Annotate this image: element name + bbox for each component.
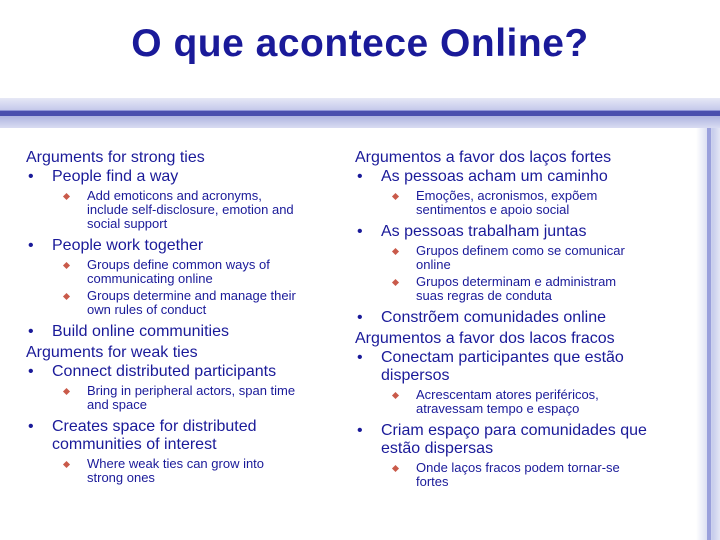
- sub-bullet-text: Bring in peripheral actors, span time: [87, 383, 296, 398]
- header-bar-line: [0, 111, 720, 116]
- bullet-dot: •: [357, 309, 363, 326]
- bullet-text: As pessoas trabalham juntas: [381, 223, 587, 240]
- sub-bullet-text: Onde laços fracos podem tornar-se: [416, 460, 620, 475]
- bullet-text: People work together: [52, 237, 204, 254]
- diamond-bullet-icon: [392, 392, 399, 399]
- bullet-text: As pessoas acham um caminho: [381, 168, 608, 185]
- section-heading-strong-ties: Argumentos a favor dos laços fortes: [355, 149, 612, 166]
- bullet-text: estão dispersas: [381, 440, 494, 457]
- sub-bullet-text: Grupos determinam e administram: [416, 274, 617, 289]
- sub-bullet-text: Grupos definem como se comunicar: [416, 243, 625, 258]
- sub-bullet-text: Groups determine and manage their: [87, 288, 296, 303]
- header-decoration-bar: [0, 98, 720, 128]
- sub-bullet-text: sentimentos e apoio social: [416, 202, 570, 217]
- sub-bullet-item: [355, 461, 690, 489]
- bullet-dot: •: [357, 349, 363, 366]
- bullet-text: Conectam participantes que estão: [381, 349, 624, 366]
- sub-bullet-item: [26, 457, 346, 485]
- bullet-text: Criam espaço para comunidades que: [381, 422, 647, 439]
- slide-title: O que acontece Online?: [131, 22, 589, 65]
- sub-bullet-text: suas regras de conduta: [416, 288, 552, 303]
- sub-bullet-text: strong ones: [87, 470, 155, 485]
- bullet-dot: •: [357, 422, 363, 439]
- diamond-bullet-icon: [63, 461, 70, 468]
- bullet-item: [26, 363, 346, 381]
- section-heading-strong-ties: Arguments for strong ties: [26, 149, 205, 166]
- sub-bullet-text: and space: [87, 397, 147, 412]
- section-heading-weak-ties: Argumentos a favor dos lacos fracos: [355, 330, 615, 347]
- bullet-dot: •: [28, 168, 34, 185]
- sub-bullet-item: [26, 189, 346, 231]
- bullet-item: [355, 422, 690, 458]
- section-heading-weak-ties: Arguments for weak ties: [26, 344, 198, 361]
- diamond-bullet-icon: [63, 262, 70, 269]
- diamond-bullet-icon: [63, 193, 70, 200]
- sub-bullet-text: online: [416, 257, 451, 272]
- sub-bullet-text: social support: [87, 216, 168, 231]
- sub-bullet-item: [26, 384, 346, 412]
- bullet-dot: •: [357, 223, 363, 240]
- bullet-dot: •: [28, 323, 34, 340]
- sub-bullet-text: Acrescentam atores periféricos,: [416, 387, 599, 402]
- bullet-item: [26, 323, 346, 341]
- bullet-item: [355, 223, 690, 241]
- sub-bullet-item: [355, 189, 690, 217]
- diamond-bullet-icon: [63, 293, 70, 300]
- bullet-item: [26, 168, 346, 186]
- sub-bullet-text: Emoções, acronismos, expõem: [416, 188, 598, 203]
- bullet-dot: •: [357, 168, 363, 185]
- sub-bullet-text: Add emoticons and acronyms,: [87, 188, 262, 203]
- bullet-dot: •: [28, 418, 34, 435]
- sub-bullet-text: communicating online: [87, 271, 213, 286]
- bullet-text: dispersos: [381, 367, 450, 384]
- sub-bullet-item: [355, 244, 690, 272]
- diamond-bullet-icon: [392, 279, 399, 286]
- sub-bullet-text: fortes: [416, 474, 449, 489]
- bullet-item: [26, 418, 346, 454]
- right-column-portuguese: [355, 148, 690, 495]
- bullet-text: People find a way: [52, 168, 179, 185]
- diamond-bullet-icon: [392, 465, 399, 472]
- bullet-text: Build online communities: [52, 323, 229, 340]
- diamond-bullet-icon: [63, 388, 70, 395]
- bullet-dot: •: [28, 363, 34, 380]
- bullet-item: [355, 168, 690, 186]
- bullet-text: Connect distributed participants: [52, 363, 277, 380]
- bullet-dot: •: [28, 237, 34, 254]
- sub-bullet-item: [355, 275, 690, 303]
- sub-bullet-item: [26, 258, 346, 286]
- sub-bullet-text: own rules of conduct: [87, 302, 207, 317]
- left-column-english: [26, 148, 346, 491]
- side-decoration-line: [707, 128, 711, 540]
- sub-bullet-text: atravessam tempo e espaço: [416, 401, 580, 416]
- sub-bullet-item: [355, 388, 690, 416]
- diamond-bullet-icon: [392, 248, 399, 255]
- sub-bullet-text: Where weak ties can grow into: [87, 456, 265, 471]
- bullet-text: Constrõem comunidades online: [381, 309, 607, 326]
- bullet-item: [355, 309, 690, 327]
- bullet-text: communities of interest: [52, 436, 217, 453]
- sub-bullet-text: include self-disclosure, emotion and: [87, 202, 294, 217]
- bullet-item: [355, 349, 690, 385]
- sub-bullet-text: Groups define common ways of: [87, 257, 270, 272]
- bullet-text: Creates space for distributed: [52, 418, 257, 435]
- sub-bullet-item: [26, 289, 346, 317]
- bullet-item: [26, 237, 346, 255]
- diamond-bullet-icon: [392, 193, 399, 200]
